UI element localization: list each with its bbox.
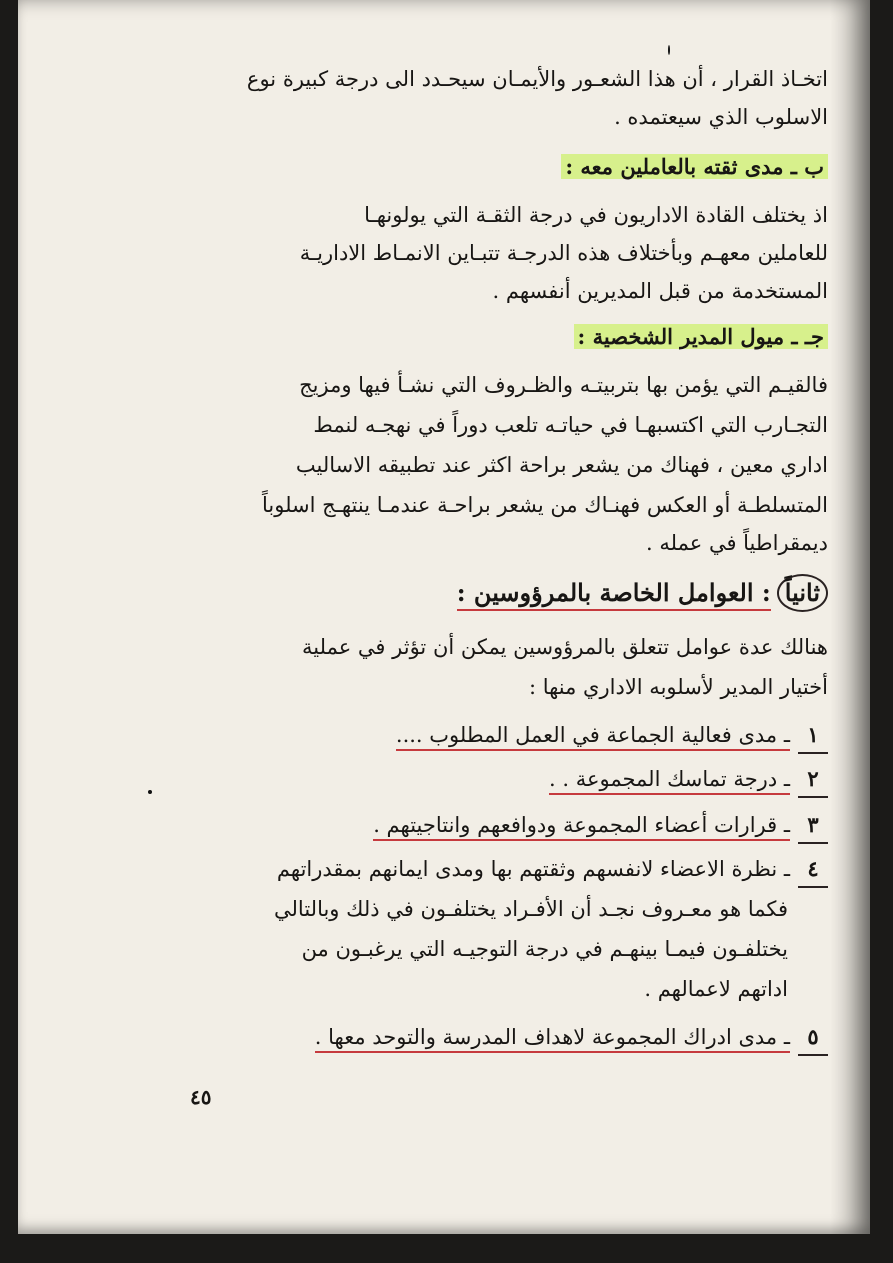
list-item bbox=[158, 1020, 828, 1056]
section-b-line-3: المستخدمة من قبل المديرين أنفسهم . bbox=[492, 279, 828, 303]
list-item-text: ـ قرارات أعضاء المجموعة ودوافعهم وانتاجيتهم . bbox=[373, 813, 790, 841]
list-item-text: ـ نظرة الاعضاء لانفسهم وثقتهم بها ومدى ايمانهم بمقدراتهم bbox=[276, 857, 790, 881]
section-2-ordinal: ثانياً bbox=[777, 574, 828, 612]
section-c-line-4: المتسلطـة أو العكس فهنـاك من يشعر براحـة عندمـا ينتهـج اسلوباً bbox=[262, 493, 828, 517]
section-c-line-1: فالقيـم التي يؤمن بها بتربيتـه والظـروف التي نشـأ فيها ومزيج bbox=[299, 373, 828, 397]
item-4-cont-2: يختلفـون فيمـا بينهـم في درجة التوجيـه التي يرغبـون من bbox=[301, 937, 788, 961]
list-item-number: ٥ bbox=[798, 1020, 828, 1056]
page-number: ٤٥ bbox=[190, 1085, 212, 1109]
list-item-number: ٢ bbox=[798, 762, 828, 798]
list-item-text: ـ مدى فعالية الجماعة في العمل المطلوب .... bbox=[396, 723, 790, 751]
section-c-line-2: التجـارب التي اكتسبهـا في حياتـه تلعب دوراً في نهجـه لنمط bbox=[313, 413, 828, 437]
scan-speck bbox=[668, 45, 670, 55]
section-b-line-2: للعاملين معهـم وبأختلاف هذه الدرجـة تتبـاين الانمـاط الاداريـة bbox=[299, 241, 828, 265]
section-c-line-5: ديمقراطياً في عمله . bbox=[646, 531, 828, 555]
para1-line-1: اتخـاذ القرار ، أن هذا الشعـور والأيمـان سيحـدد الى درجة كبيرة نوع bbox=[246, 67, 828, 91]
list-item-number: ٣ bbox=[798, 808, 828, 844]
section-c-heading: جـ ـ ميول المدير الشخصية : bbox=[574, 324, 828, 349]
page-edge-shadow bbox=[830, 0, 870, 1234]
section-b-line-1: اذ يختلف القادة الاداريون في درجة الثقـة التي يولونهـا bbox=[364, 203, 828, 227]
item-4-cont-3: اداتهم لاعمالهم . bbox=[644, 977, 788, 1001]
section-c-heading-row bbox=[158, 320, 828, 354]
list-item bbox=[158, 852, 828, 888]
list-item-text: ـ مدى ادراك المجموعة لاهداف المدرسة والتوحد معها . bbox=[315, 1025, 790, 1053]
list-item bbox=[158, 718, 828, 754]
list-item bbox=[158, 808, 828, 844]
section-2-heading: : العوامل الخاصة بالمرؤوسين : bbox=[457, 578, 771, 611]
list-item-number: ١ bbox=[798, 718, 828, 754]
scanned-page bbox=[18, 0, 870, 1234]
list-item-text: ـ درجة تماسك المجموعة . . bbox=[549, 767, 790, 795]
section-2-heading-row bbox=[158, 574, 828, 612]
page-text bbox=[158, 0, 828, 1234]
section-c-line-3: اداري معين ، فهناك من يشعر براحة اكثر عند تطبيقه الاساليب bbox=[295, 453, 828, 477]
list-item-number: ٤ bbox=[798, 852, 828, 888]
list-item bbox=[158, 762, 828, 798]
section-b-heading-row bbox=[158, 150, 828, 184]
section-2-intro-line-1: هنالك عدة عوامل تتعلق بالمرؤوسين يمكن أن تؤثر في عملية bbox=[302, 635, 828, 659]
para1-line-2: الاسلوب الذي سيعتمده . bbox=[614, 105, 828, 129]
section-2-intro-line-2: أختيار المدير لأسلوبه الاداري منها : bbox=[528, 675, 828, 699]
scan-speck bbox=[148, 790, 152, 794]
item-4-cont-1: فكما هو معـروف نجـد أن الأفـراد يختلفـون في ذلك وبالتالي bbox=[274, 897, 788, 921]
section-b-heading: ب ـ مدى ثقته بالعاملين معه : bbox=[561, 154, 828, 179]
